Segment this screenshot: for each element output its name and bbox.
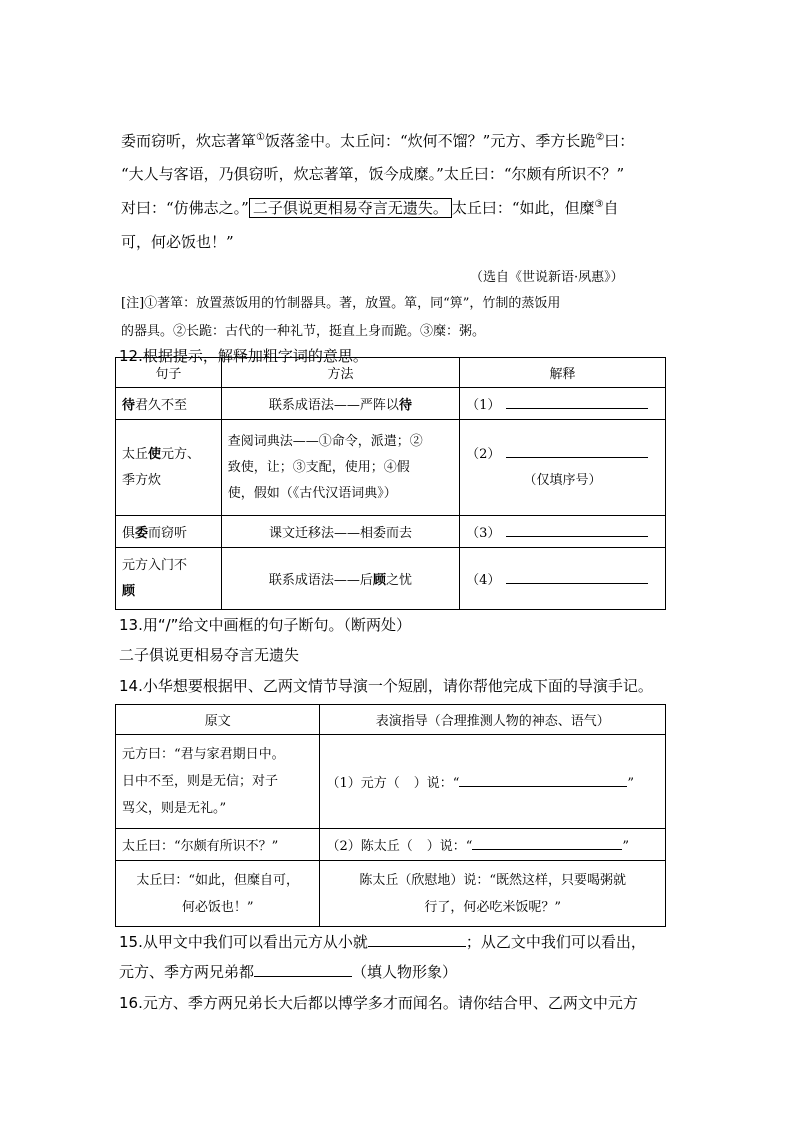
question-15-line-2 (119, 962, 457, 982)
passage-line-2: “大人与客语，乃俱窃听，炊忘著箪，饭今成糜。”太丘曰：“尔颇有所识不？” (121, 165, 625, 183)
note-line-1: [注]①著箪：放置蒸饭用的竹制器具。著，放置。箪，同“箅”，竹制的蒸饭用 (121, 296, 561, 311)
method-text: 之忧 (385, 573, 412, 588)
framed-sentence: 二子俱说更相易夺言无遗失。 (249, 198, 452, 218)
footnote-marker: ① (256, 132, 265, 143)
sentence-text: 俱 (122, 526, 136, 541)
question-text: 15.从甲文中我们可以看出元方从小就 (119, 933, 368, 951)
sentence-text: 元方入门不 (122, 557, 188, 573)
header-original: 原文 (116, 705, 320, 735)
header-explanation: 解释 (460, 358, 666, 388)
line-blank[interactable] (459, 772, 627, 787)
original-cell (116, 861, 320, 927)
table-row (116, 420, 666, 516)
answer-blank[interactable] (506, 522, 648, 537)
answer-blank[interactable] (506, 443, 648, 458)
passage-line-1 (121, 131, 634, 151)
bold-word: 顾 (122, 583, 136, 599)
answer-hint: （仅填序号） (523, 472, 602, 488)
footnote-marker: ② (595, 132, 605, 143)
sentence-cell (116, 548, 222, 610)
answer-blank[interactable] (254, 962, 352, 977)
table-row (116, 735, 666, 829)
guide-text: 行了，何必吃米饭呢？” (424, 899, 562, 915)
bold-word: 待 (398, 398, 412, 413)
method-text: 致使，让；③支配，使用；④假 (227, 459, 410, 475)
question-text: （填人物形象） (352, 963, 458, 981)
line-blank[interactable] (472, 835, 622, 850)
table-header-row (116, 705, 666, 735)
answer-blank[interactable] (506, 569, 648, 584)
original-text: 元方曰：“君与家君期日中。 (122, 747, 285, 762)
passage-text: 曰： (604, 132, 635, 150)
original-text: 何必饭也！” (181, 899, 254, 915)
q12-table (115, 357, 666, 610)
footnote-marker: ③ (594, 199, 604, 210)
passage-text: 太丘曰：“如此，但糜 (451, 199, 595, 217)
passage-source: （选自《世说新语·夙惠》） (470, 270, 624, 285)
table-header-row (116, 358, 666, 388)
note-line-2: 的器具。②长跪：古代的一种礼节，挺直上身而跪。③糜：粥。 (121, 324, 486, 339)
sentence-cell (116, 388, 222, 420)
guide-text: ）说：“ (413, 776, 460, 791)
guide-cell (320, 735, 666, 829)
method-cell (221, 388, 459, 420)
original-text: 骂父，则是无礼。” (122, 801, 227, 816)
answer-blank[interactable] (368, 932, 466, 947)
bold-word: 委 (135, 526, 149, 541)
method-text: 联系成语法——后 (268, 573, 373, 588)
bold-word: 使 (148, 446, 162, 462)
q14-table (115, 704, 666, 927)
passage-text: 自 (603, 199, 619, 217)
passage-line-4: 可，何必饭也！” (121, 233, 234, 251)
header-method: 方法 (221, 358, 459, 388)
guide-text: （1）元方（ (326, 776, 400, 791)
bold-word: 顾 (372, 573, 386, 588)
original-text: 太丘曰：“如此，但糜自可， (136, 872, 300, 888)
original-text: 日中不至，则是无信；对子 (122, 774, 279, 789)
sentence-text: 君久不至 (135, 398, 188, 413)
passage-text: 对曰：“仿佛志之。” (121, 199, 249, 217)
question-13-sentence[interactable]: 二子俱说更相易夺言无遗失 (119, 646, 300, 664)
method-cell: 课文迁移法——相委而去 (221, 516, 459, 548)
sentence-text: 而窃听 (148, 526, 188, 541)
header-sentence: 句子 (116, 358, 222, 388)
passage-text: 委而窃听，炊忘著箪 (121, 132, 257, 150)
answer-label: （2） (466, 446, 501, 462)
answer-cell (460, 548, 666, 610)
guide-text: 陈太丘（欣慰地）说：“既然这样，只要喝粥就 (359, 872, 627, 888)
question-15-line-1 (119, 932, 646, 952)
table-row (116, 516, 666, 548)
answer-label: （4） (466, 573, 501, 588)
sentence-cell (116, 516, 222, 548)
answer-blank[interactable] (506, 394, 648, 409)
guide-text: ）说：“ (426, 839, 473, 854)
guide-cell (320, 829, 666, 861)
method-cell (221, 548, 459, 610)
question-text: 元方、季方两兄弟都 (119, 963, 255, 981)
question-13-stem: 13.用“/”给文中画框的句子断句。（断两处） (119, 616, 411, 634)
method-cell (221, 420, 459, 516)
question-12-stem: 12.根据提示，解释加粗字词的意思。 (119, 347, 368, 365)
table-row (116, 548, 666, 610)
guide-cell (320, 861, 666, 927)
answer-label: （1） (466, 398, 501, 413)
table-row (116, 861, 666, 927)
original-cell (116, 735, 320, 829)
original-cell: 太丘曰：“尔颇有所识不？” (116, 829, 320, 861)
table-row (116, 829, 666, 861)
answer-cell (460, 420, 666, 516)
answer-cell (460, 388, 666, 420)
method-text: 使，假如（《古代汉语词典》） (227, 485, 397, 501)
answer-label: （3） (466, 526, 501, 541)
guide-text: ” (622, 839, 630, 854)
question-14-stem: 14.小华想要根据甲、乙两文情节导演一个短剧，请你帮他完成下面的导演手记。 (119, 677, 653, 695)
passage-line-3 (121, 198, 619, 218)
method-text: 查阅词典法——①命令，派遣；② (227, 433, 423, 449)
sentence-cell (116, 420, 222, 516)
passage-text: 饭落釜中。太丘问：“炊何不馏？”元方、季方长跪 (264, 132, 596, 150)
guide-text: ” (627, 776, 635, 791)
table-row (116, 388, 666, 420)
question-text: ；从乙文中我们可以看出， (465, 933, 646, 951)
guide-text: （2）陈太丘（ (326, 839, 413, 854)
sentence-text: 太丘 (122, 446, 149, 462)
question-16-stem: 16.元方、季方两兄弟长大后都以博学多才而闻名。请你结合甲、乙两文中元方 (119, 994, 638, 1012)
answer-cell (460, 516, 666, 548)
sentence-text: 季方炊 (122, 472, 162, 488)
sentence-text: 元方、 (161, 446, 201, 462)
method-text: 联系成语法——严阵以 (268, 398, 399, 413)
bold-word: 待 (122, 398, 136, 413)
header-guide: 表演指导（合理推测人物的神态、语气） (320, 705, 666, 735)
